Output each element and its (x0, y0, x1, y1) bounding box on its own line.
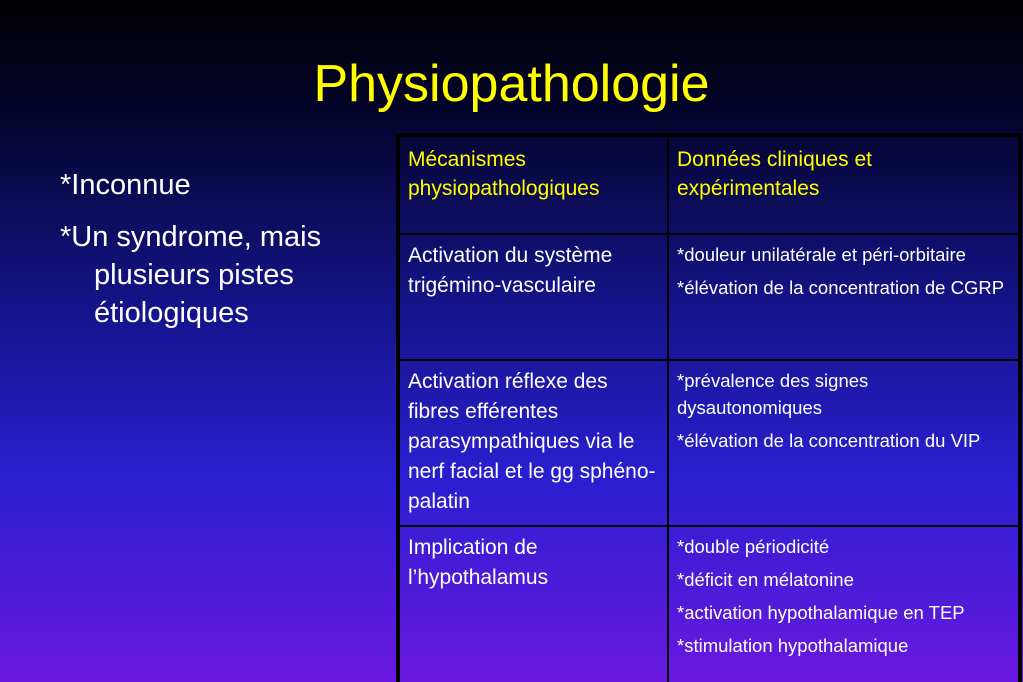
mechanisms-table (396, 133, 1022, 682)
data-item: *déficit en mélatonine (677, 569, 854, 590)
header-clinical-data: Données cliniques et expérimentales (668, 136, 1019, 234)
table-header-row (399, 136, 1019, 234)
header-mechanisms: Mécanismes physiopathologiques (399, 136, 668, 234)
data-item: *douleur unilatérale et péri-orbitaire (677, 244, 966, 265)
table-row (399, 234, 1019, 360)
data-cell (668, 234, 1019, 360)
table-row (399, 360, 1019, 526)
data-item: *prévalence des signes dysautonomiques (677, 370, 869, 418)
mechanism-cell: Activation du système trigémino-vasculaire (399, 234, 668, 360)
bullet-item: *Un syndrome, mais plusieurs pistes étiologiques (60, 221, 322, 329)
bullet-list (60, 166, 390, 346)
data-item: *double périodicité (677, 536, 830, 557)
table-row (399, 526, 1019, 682)
data-item: *élévation de la concentration de CGRP (677, 277, 1005, 298)
data-item: *activation hypothalamique en TEP (677, 602, 965, 623)
data-cell (668, 360, 1019, 526)
bullet-item: *Inconnue (60, 169, 191, 201)
data-cell (668, 526, 1019, 682)
mechanism-cell: Activation réflexe des fibres efférentes parasympathiques via le nerf facial et le gg sphéno-palatin (399, 360, 668, 526)
slide-title: Physiopathologie (313, 55, 710, 113)
data-item: *élévation de la concentration du VIP (677, 430, 981, 451)
mechanism-cell: Implication de l’hypothalamus (399, 526, 668, 682)
data-item: *stimulation hypothalamique (677, 635, 909, 656)
